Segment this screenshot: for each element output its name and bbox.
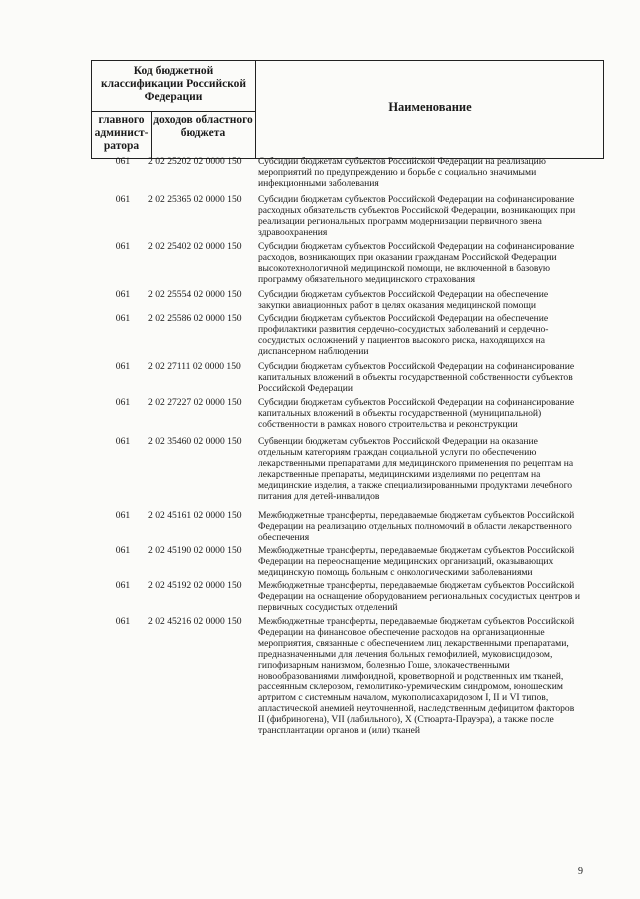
admin-code: 061 — [115, 156, 131, 167]
description-line: собственности в рамках нового строительства и реконструкции — [258, 418, 518, 430]
income-code: 2 02 35460 02 0000 150 — [148, 436, 242, 447]
description-line: Межбюджетные трансферты, передаваемые бюджетам субъектов Российской — [258, 580, 575, 591]
description-line: трансплантации органов и (или) тканей — [258, 725, 420, 737]
header-admin: главного админист-ратора — [94, 114, 149, 152]
admin-code: 061 — [115, 313, 131, 324]
description-line: лекарственными препаратами для медицинского применения по рецептам на — [258, 457, 574, 469]
income-description — [258, 437, 588, 502]
description-line: Субсидии бюджетам субъектов Российской Федерации на софинансирование — [258, 361, 575, 372]
description-line: Субвенции бюджетам субъектов Российской Федерации на оказание — [258, 436, 538, 447]
description-line: рассеянным склерозом, гемолитико-уремическим синдромом, юношеским — [258, 681, 563, 693]
admin-code: 061 — [115, 580, 131, 591]
description-line: сосудистых осложнений у пациентов высокого риска, находящихся на — [258, 334, 546, 346]
description-line: Субсидии бюджетам субъектов Российской Федерации на софинансирование — [258, 241, 575, 252]
income-description — [258, 581, 588, 614]
description-line: здравоохранения — [258, 226, 328, 238]
income-code: 2 02 27227 02 0000 150 — [148, 397, 242, 408]
admin-code: 061 — [115, 289, 131, 300]
admin-code: 061 — [115, 194, 131, 205]
description-line: артритом с системным началом, мукополисахаридозом I, II и VI типов, — [258, 692, 549, 704]
description-line: Российской Федерации — [258, 382, 353, 394]
description-line: Межбюджетные трансферты, передаваемые бюджетам субъектов Российской — [258, 616, 575, 627]
description-line: инфекционными заболевания — [258, 177, 379, 189]
income-description — [258, 617, 588, 737]
description-line: II (фибриногена), VII (лабильного), X (Стюарта-Прауэра), а также после — [258, 714, 554, 726]
description-line: Федерации на переоснащение медицинских организаций, оказывающих — [258, 555, 554, 567]
income-code: 2 02 45216 02 0000 150 — [148, 616, 242, 627]
income-code: 2 02 45192 02 0000 150 — [148, 580, 242, 591]
income-description — [258, 157, 588, 190]
income-code: 2 02 45190 02 0000 150 — [148, 545, 242, 556]
income-description — [258, 195, 588, 239]
income-description — [258, 242, 588, 286]
income-code: 2 02 25402 02 0000 150 — [148, 241, 242, 252]
income-description — [258, 314, 588, 358]
description-line: медицинские изделия, а также специализированными продуктами лечебного — [258, 479, 573, 491]
income-description — [258, 546, 588, 579]
header-income: доходов областного бюджета — [153, 114, 253, 139]
description-line: расходных обязательств субъектов Российской Федерации, возникающих при — [258, 204, 576, 216]
description-line: Межбюджетные трансферты, передаваемые бюджетам субъектов Российской — [258, 510, 575, 521]
description-line: закупки авиационных работ в целях оказания медицинской помощи — [258, 299, 536, 311]
header-name: Наименование — [388, 100, 472, 114]
admin-code: 061 — [115, 361, 131, 372]
income-description — [258, 290, 588, 312]
admin-code: 061 — [115, 510, 131, 521]
income-code: 2 02 25365 02 0000 150 — [148, 194, 242, 205]
description-line: Субсидии бюджетам субъектов Российской Федерации на софинансирование — [258, 397, 575, 408]
admin-code: 061 — [115, 397, 131, 408]
description-line: Субсидии бюджетам субъектов Российской Федерации на реализацию — [258, 156, 546, 167]
description-line: реализации региональных программ модернизации первичного звена — [258, 215, 542, 227]
description-line: Федерации на реализацию отдельных полномочий в области лекарственного — [258, 520, 572, 532]
description-line: Субсидии бюджетам субъектов Российской Федерации на софинансирование — [258, 194, 575, 205]
description-line: Межбюджетные трансферты, передаваемые бюджетам субъектов Российской — [258, 545, 575, 556]
income-code: 2 02 25202 02 0000 150 — [148, 156, 242, 167]
table-header — [91, 60, 604, 159]
income-description — [258, 398, 588, 431]
description-line: Субсидии бюджетам субъектов Российской Федерации на обеспечение — [258, 313, 549, 324]
description-line: предназначенными для лечения больных гемофилией, муковисцидозом, — [258, 648, 553, 660]
header-kbk: Код бюджетной классификации Российской Федерации — [100, 65, 247, 103]
description-line: медицинскую помощь больным с онкологическими заболеваниями — [258, 566, 533, 578]
description-line: Федерации на финансовое обеспечение расходов на организационные — [258, 626, 545, 638]
description-line: первичных сосудистых отделений — [258, 601, 398, 613]
description-line: мероприятий по предупреждению и борьбе с социально значимыми — [258, 166, 537, 178]
admin-code: 061 — [115, 241, 131, 252]
page-number: 9 — [578, 866, 583, 877]
description-line: диспансерном наблюдении — [258, 345, 369, 357]
admin-code: 061 — [115, 616, 131, 627]
description-line: расходов, возникающих при оказании гражданам Российской Федерации — [258, 251, 557, 263]
description-line: мероприятия, связанные с обеспечением лиц лекарственными препаратами, — [258, 637, 569, 649]
description-line: лекарственные препараты, медицинскими изделиями по рецептам на — [258, 468, 541, 480]
description-line: профилактики развития сердечно-сосудистых заболеваний и сердечно- — [258, 323, 549, 335]
description-line: апластической анемией неуточненной, наследственным дефицитом факторов — [258, 703, 575, 715]
description-line: Субсидии бюджетам субъектов Российской Федерации на обеспечение — [258, 289, 549, 300]
admin-code: 061 — [115, 545, 131, 556]
income-code: 2 02 25586 02 0000 150 — [148, 313, 242, 324]
description-line: капитальных вложений в объекты государственной собственности субъектов — [258, 371, 573, 383]
description-line: обеспечения — [258, 531, 310, 543]
income-code: 2 02 45161 02 0000 150 — [148, 510, 242, 521]
income-code: 2 02 25554 02 0000 150 — [148, 289, 242, 300]
description-line: гипофизарным нанизмом, болезнью Гоше, злокачественными — [258, 659, 510, 671]
income-description — [258, 511, 588, 544]
description-line: питания для детей-инвалидов — [258, 490, 380, 502]
description-line: капитальных вложений в объекты государственной (муниципальной) — [258, 407, 542, 419]
description-line: новообразованиями лимфоидной, кроветворной и родственных им тканей, — [258, 670, 564, 682]
description-line: программу обязательного медицинского страхования — [258, 273, 476, 285]
description-line: высокотехнологичной медицинской помощи, не включенной в базовую — [258, 262, 551, 274]
admin-code: 061 — [115, 436, 131, 447]
description-line: отдельным категориям граждан социальной услуги по обеспечению — [258, 446, 537, 458]
description-line: Федерации на оснащение оборудованием региональных сосудистых центров и — [258, 590, 580, 602]
header-divider — [92, 111, 255, 112]
income-code: 2 02 27111 02 0000 150 — [148, 361, 241, 372]
income-description — [258, 362, 588, 395]
